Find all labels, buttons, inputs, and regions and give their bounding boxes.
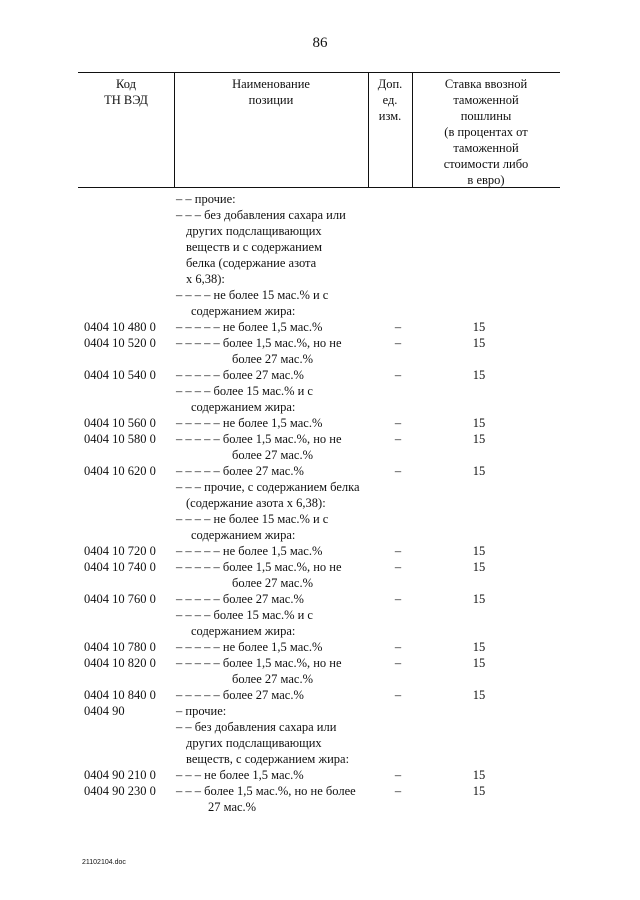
position-name: содержанием жира: <box>191 400 296 414</box>
position-name: веществ, с содержанием жира: <box>186 752 350 766</box>
position-name: более 27 мас.% <box>232 448 313 462</box>
additional-unit: – <box>394 768 402 782</box>
position-name: более 27 мас.% <box>232 576 313 590</box>
additional-unit: – <box>394 336 402 350</box>
duty-rate: 15 <box>472 592 486 606</box>
tn-ved-code: 0404 90 210 0 <box>84 768 156 782</box>
table-row <box>0 399 640 415</box>
position-name: – – – – не более 15 мас.% и с <box>176 288 329 302</box>
position-name: белка (содержание азота <box>186 256 317 270</box>
header-name: Наименование позиции <box>232 77 310 107</box>
tn-ved-code: 0404 10 540 0 <box>84 368 156 382</box>
table-row <box>0 767 640 783</box>
table-row <box>0 287 640 303</box>
table-row <box>0 799 640 815</box>
header-unit: Доп. ед. изм. <box>377 77 403 123</box>
table-row <box>0 639 640 655</box>
duty-rate: 15 <box>472 432 486 446</box>
additional-unit: – <box>394 432 402 446</box>
position-name: – – – – – более 1,5 мас.%, но не <box>176 432 342 446</box>
additional-unit: – <box>394 688 402 702</box>
position-name: содержанием жира: <box>191 304 296 318</box>
additional-unit: – <box>394 560 402 574</box>
duty-rate: 15 <box>472 640 486 654</box>
position-name: – – – – – более 1,5 мас.%, но не <box>176 336 342 350</box>
position-name: – прочие: <box>176 704 227 718</box>
tn-ved-code: 0404 10 840 0 <box>84 688 156 702</box>
table-row <box>0 463 640 479</box>
position-name: – – – – – не более 1,5 мас.% <box>176 416 323 430</box>
tn-ved-code: 0404 10 480 0 <box>84 320 156 334</box>
position-name: содержанием жира: <box>191 528 296 542</box>
additional-unit: – <box>394 464 402 478</box>
table-row <box>0 319 640 335</box>
table-row <box>0 623 640 639</box>
table-row <box>0 431 640 447</box>
tn-ved-code: 0404 90 230 0 <box>84 784 156 798</box>
additional-unit: – <box>394 656 402 670</box>
position-name: содержанием жира: <box>191 624 296 638</box>
table-row <box>0 479 640 495</box>
position-name: – – – – – не более 1,5 мас.% <box>176 544 323 558</box>
position-name: более 27 мас.% <box>232 672 313 686</box>
position-name: – – – – – не более 1,5 мас.% <box>176 640 323 654</box>
position-name: веществ и с содержанием <box>186 240 323 254</box>
position-name: 27 мас.% <box>208 800 257 814</box>
position-name: – – – – более 15 мас.% и с <box>176 384 313 398</box>
duty-rate: 15 <box>472 544 486 558</box>
position-name: – – без добавления сахара или <box>176 720 337 734</box>
table-row <box>0 783 640 799</box>
tn-ved-code: 0404 90 <box>84 704 125 718</box>
table-row <box>0 543 640 559</box>
table-row <box>0 239 640 255</box>
duty-rate: 15 <box>472 656 486 670</box>
position-name: – – – – не более 15 мас.% и с <box>176 512 329 526</box>
position-name: – – – – более 15 мас.% и с <box>176 608 313 622</box>
tn-ved-code: 0404 10 780 0 <box>84 640 156 654</box>
tn-ved-code: 0404 10 580 0 <box>84 432 156 446</box>
table-header <box>78 72 560 188</box>
position-name: – – – не более 1,5 мас.% <box>176 768 304 782</box>
position-name: – – – прочие, с содержанием белка <box>176 480 360 494</box>
position-name: – – прочие: <box>176 192 236 206</box>
duty-rate: 15 <box>472 416 486 430</box>
duty-rate: 15 <box>472 368 486 382</box>
position-name: – – – без добавления сахара или <box>176 208 346 222</box>
table-row <box>0 207 640 223</box>
tn-ved-code: 0404 10 820 0 <box>84 656 156 670</box>
table-row <box>0 511 640 527</box>
position-name: – – – – – не более 1,5 мас.% <box>176 320 323 334</box>
table-row <box>0 223 640 239</box>
position-name: – – – – – более 27 мас.% <box>176 464 304 478</box>
duty-rate: 15 <box>472 560 486 574</box>
table-row <box>0 351 640 367</box>
table-row <box>0 527 640 543</box>
table-row <box>0 447 640 463</box>
table-row <box>0 687 640 703</box>
duty-rate: 15 <box>472 768 486 782</box>
additional-unit: – <box>394 416 402 430</box>
page-number: 86 <box>312 35 328 51</box>
position-name: – – – – – более 27 мас.% <box>176 688 304 702</box>
tn-ved-code: 0404 10 520 0 <box>84 336 156 350</box>
table-row <box>0 671 640 687</box>
table-row <box>0 495 640 511</box>
table-row <box>0 703 640 719</box>
table-row <box>0 335 640 351</box>
additional-unit: – <box>394 544 402 558</box>
tn-ved-code: 0404 10 620 0 <box>84 464 156 478</box>
additional-unit: – <box>394 784 402 798</box>
table-row <box>0 191 640 207</box>
position-name: – – – более 1,5 мас.%, но не более <box>176 784 356 798</box>
tn-ved-code: 0404 10 740 0 <box>84 560 156 574</box>
header-rate: Ставка ввозной таможенной пошлины (в процентах от таможенной стоимости либо в евро) <box>443 77 529 187</box>
header-top-rule <box>78 72 560 73</box>
duty-rate: 15 <box>472 688 486 702</box>
position-name: – – – – – более 1,5 мас.%, но не <box>176 560 342 574</box>
table-row <box>0 655 640 671</box>
table-row <box>0 415 640 431</box>
duty-rate: 15 <box>472 784 486 798</box>
duty-rate: 15 <box>472 336 486 350</box>
duty-rate: 15 <box>472 320 486 334</box>
table-row <box>0 607 640 623</box>
tn-ved-code: 0404 10 720 0 <box>84 544 156 558</box>
position-name: других подслащивающих <box>186 224 322 238</box>
additional-unit: – <box>394 640 402 654</box>
table-row <box>0 591 640 607</box>
table-row <box>0 271 640 287</box>
table-row <box>0 559 640 575</box>
table-row <box>0 735 640 751</box>
position-name: других подслащивающих <box>186 736 322 750</box>
position-name: – – – – – более 27 мас.% <box>176 592 304 606</box>
additional-unit: – <box>394 592 402 606</box>
table-body <box>0 191 640 815</box>
header-code: Код ТН ВЭД <box>104 77 148 107</box>
position-name: (содержание азота х 6,38): <box>186 496 326 510</box>
duty-rate: 15 <box>472 464 486 478</box>
table-row <box>0 751 640 767</box>
position-name: х 6,38): <box>186 272 225 286</box>
table-row <box>0 575 640 591</box>
table-row <box>0 303 640 319</box>
tn-ved-code: 0404 10 560 0 <box>84 416 156 430</box>
table-row <box>0 367 640 383</box>
table-row <box>0 383 640 399</box>
additional-unit: – <box>394 368 402 382</box>
additional-unit: – <box>394 320 402 334</box>
tn-ved-code: 0404 10 760 0 <box>84 592 156 606</box>
position-name: более 27 мас.% <box>232 352 313 366</box>
position-name: – – – – – более 1,5 мас.%, но не <box>176 656 342 670</box>
position-name: – – – – – более 27 мас.% <box>176 368 304 382</box>
table-row <box>0 719 640 735</box>
table-row <box>0 255 640 271</box>
file-name: 21102104.doc <box>82 859 126 866</box>
